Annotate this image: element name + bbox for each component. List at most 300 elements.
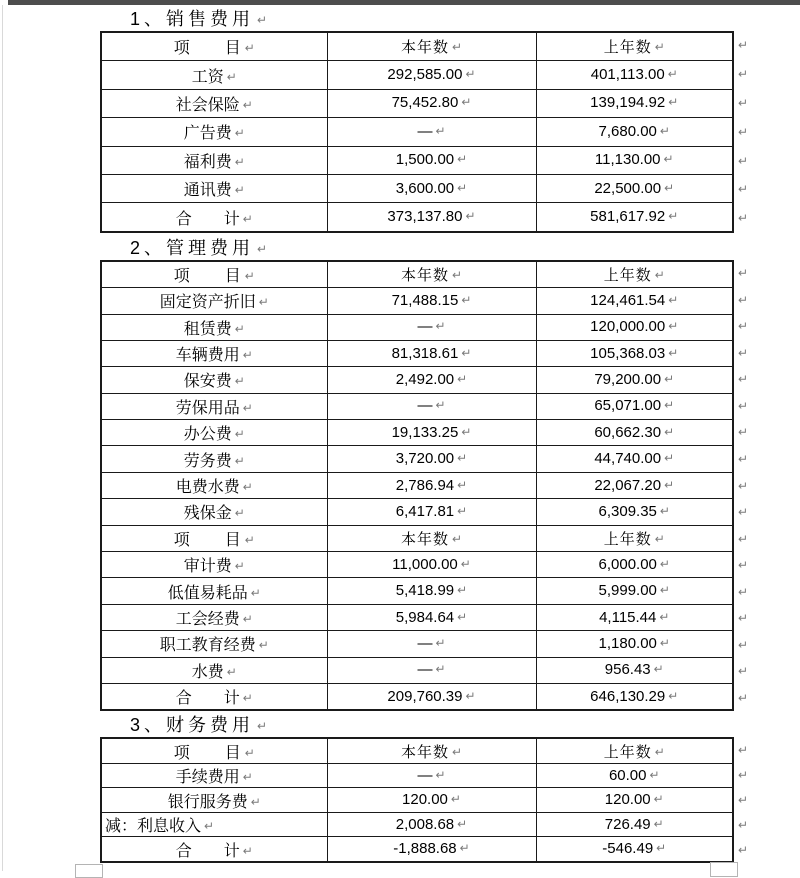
paragraph-mark-icon: ↵ <box>664 180 675 195</box>
end-of-row-marks-column <box>732 737 752 863</box>
cell-text: 646,130.29 <box>590 687 666 705</box>
cell-text: 本年数 <box>400 530 449 548</box>
table-row <box>101 763 733 788</box>
table-cell[interactable] <box>101 631 327 657</box>
table-cell[interactable] <box>327 604 536 630</box>
table-cell[interactable] <box>536 89 733 117</box>
table-cell[interactable] <box>101 552 327 578</box>
section-title[interactable]: 3、财务费用 <box>130 715 255 736</box>
table-row <box>101 499 733 525</box>
end-of-row-mark-icon: ↵ <box>738 505 749 520</box>
table-cell[interactable] <box>101 89 327 117</box>
cell-text: 车辆费用 <box>175 347 240 365</box>
table-cell[interactable] <box>327 837 536 862</box>
table-cell[interactable] <box>536 393 733 419</box>
table-row <box>101 552 733 578</box>
section-title[interactable]: 1、销售费用 <box>130 9 255 29</box>
end-of-row-mark-icon: ↵ <box>738 319 749 334</box>
table-cell[interactable] <box>101 314 327 340</box>
end-of-row-mark-icon: ↵ <box>738 124 749 139</box>
cell-text: 120,000.00 <box>590 318 666 336</box>
cell-text: 79,200.00 <box>594 370 662 388</box>
end-of-row-mark-icon: ↵ <box>738 372 749 387</box>
table-cell[interactable] <box>327 89 536 117</box>
table-cell[interactable] <box>327 657 536 683</box>
end-of-row-mark-icon: ↵ <box>738 531 749 546</box>
table-row <box>101 446 733 472</box>
table-cell[interactable] <box>101 367 327 393</box>
table-cell[interactable] <box>327 146 536 174</box>
cell-text: 11,130.00 <box>594 151 661 169</box>
cell-text: 22,067.20 <box>594 476 662 494</box>
cell-text: — <box>417 122 433 140</box>
table-row <box>101 118 733 146</box>
sales-expenses-table <box>100 31 734 233</box>
cell-text: 上年数 <box>603 743 652 761</box>
paragraph-mark-icon: ↵ <box>234 453 245 468</box>
column-header-cell[interactable] <box>101 261 327 288</box>
paragraph-mark-icon: ↵ <box>457 451 468 466</box>
table-cell[interactable] <box>327 631 536 657</box>
section-heading-line <box>130 7 732 31</box>
paragraph-mark-icon: ↵ <box>435 398 446 413</box>
table-cell[interactable] <box>536 340 733 366</box>
table-cell[interactable] <box>327 420 536 446</box>
paragraph-mark-icon: ↵ <box>234 126 245 141</box>
cell-text: 3,720.00 <box>395 450 455 468</box>
paragraph-mark-icon: ↵ <box>653 662 664 677</box>
end-of-row-mark-icon: ↵ <box>738 691 749 706</box>
paragraph-mark-icon: ↵ <box>649 767 660 782</box>
table-cell[interactable] <box>101 118 327 146</box>
cell-text: 3,600.00 <box>395 179 455 197</box>
table-cell[interactable] <box>536 763 733 788</box>
table-cell[interactable] <box>536 203 733 232</box>
cell-text: 上年数 <box>603 39 652 57</box>
end-of-row-mark-icon: ↵ <box>738 637 749 652</box>
cell-text: 工会经费 <box>175 611 240 628</box>
table-cell[interactable] <box>536 499 733 525</box>
table-cell[interactable] <box>101 837 327 862</box>
column-header-cell[interactable] <box>327 261 536 288</box>
end-of-row-mark-icon: ↵ <box>738 793 749 808</box>
table-row <box>101 420 733 446</box>
paragraph-mark-icon: ↵ <box>664 398 675 413</box>
table-cell[interactable] <box>101 683 327 710</box>
paragraph-mark-icon: ↵ <box>435 635 446 650</box>
paragraph-mark-icon: ↵ <box>668 345 679 360</box>
end-of-row-mark-icon: ↵ <box>738 742 749 757</box>
table-cell[interactable] <box>327 812 536 837</box>
cell-text: 11,000.00 <box>392 555 458 573</box>
column-header-cell[interactable] <box>536 738 733 763</box>
end-of-row-mark-icon: ↵ <box>738 211 749 226</box>
table-cell[interactable] <box>101 446 327 472</box>
cell-text: 项 目 <box>173 40 242 58</box>
cell-text: 办公费 <box>183 426 232 444</box>
cell-text: 5,418.99 <box>395 582 455 600</box>
table-cell[interactable] <box>536 420 733 446</box>
table-cell[interactable] <box>327 763 536 788</box>
table-cell[interactable] <box>536 288 733 314</box>
table-row <box>101 393 733 419</box>
table-cell[interactable] <box>101 146 327 174</box>
table-row <box>101 367 733 393</box>
paragraph-mark-icon: ↵ <box>244 41 255 56</box>
paragraph-mark-icon: ↵ <box>435 319 446 334</box>
column-header-cell[interactable] <box>101 738 327 763</box>
table-cell[interactable] <box>327 683 536 710</box>
table-row <box>101 812 733 837</box>
table-cell[interactable] <box>536 174 733 202</box>
table-cell[interactable] <box>327 203 536 232</box>
paragraph-mark-icon: ↵ <box>242 480 253 495</box>
table-wrapper <box>100 260 749 712</box>
paragraph-mark-icon: ↵ <box>435 767 446 782</box>
cell-text: 5,984.64 <box>395 608 455 626</box>
cell-text: 保安费 <box>183 373 232 391</box>
paragraph-mark-icon: ↵ <box>465 688 476 703</box>
end-of-row-mark-icon: ↵ <box>738 584 749 599</box>
cell-text: — <box>417 634 433 652</box>
table-cell[interactable] <box>536 837 733 862</box>
table-cell[interactable] <box>101 203 327 232</box>
table-cell[interactable] <box>327 367 536 393</box>
paragraph-mark-icon: ↵ <box>451 267 463 282</box>
cell-text: 105,368.03 <box>590 344 666 362</box>
section-management-expenses <box>100 236 749 712</box>
table-cell[interactable] <box>536 118 733 146</box>
paragraph-mark-icon: ↵ <box>435 123 446 138</box>
paragraph-mark-icon: ↵ <box>244 745 255 760</box>
cell-text: 社会保险 <box>175 96 240 114</box>
table-cell[interactable] <box>327 118 536 146</box>
table-cell[interactable] <box>536 552 733 578</box>
table-cell[interactable] <box>101 604 327 630</box>
section-sales-expenses <box>100 7 749 233</box>
column-header-cell[interactable] <box>327 32 536 61</box>
table-cell[interactable] <box>101 763 327 788</box>
cell-text: 上年数 <box>603 266 652 284</box>
paragraph-mark-icon: ↵ <box>242 612 253 626</box>
cell-text: 劳保用品 <box>175 399 240 417</box>
table-row <box>101 657 733 683</box>
end-of-row-mark-icon: ↵ <box>738 398 749 413</box>
cell-text: 120.00 <box>604 791 651 809</box>
paragraph-mark-icon: ↵ <box>451 531 463 546</box>
table-cell[interactable] <box>536 61 733 89</box>
table-total-row <box>101 203 733 232</box>
end-of-row-mark-icon: ↵ <box>738 611 749 626</box>
cell-text: 22,500.00 <box>594 179 662 197</box>
cell-text: 低值易耗品 <box>167 584 248 602</box>
table-wrapper <box>100 737 749 863</box>
paragraph-mark-icon: ↵ <box>653 792 664 807</box>
table-cell[interactable] <box>101 788 327 813</box>
paragraph-mark-icon: ↵ <box>242 843 253 858</box>
paragraph-mark-icon: ↵ <box>226 664 237 679</box>
paragraph-mark-icon: ↵ <box>242 770 253 785</box>
paragraph-mark-icon: ↵ <box>258 638 269 653</box>
table-cell[interactable] <box>327 552 536 578</box>
column-header-cell[interactable] <box>536 525 733 551</box>
document-page <box>100 7 749 863</box>
end-of-row-mark-icon: ↵ <box>738 38 749 53</box>
table-row <box>101 604 733 630</box>
table-cell[interactable] <box>327 499 536 525</box>
column-header-cell[interactable] <box>101 525 327 551</box>
paragraph-mark-icon: ↵ <box>450 792 461 807</box>
paragraph-mark-icon: ↵ <box>258 295 269 310</box>
table-row <box>101 340 733 366</box>
paragraph-mark-icon: ↵ <box>659 123 670 138</box>
cell-text: 124,461.54 <box>590 291 666 309</box>
table-cell[interactable] <box>536 683 733 710</box>
paragraph-mark-icon: ↵ <box>250 585 261 600</box>
cell-text: 65,071.00 <box>594 397 662 415</box>
cell-text: 本年数 <box>400 266 449 284</box>
table-header-row <box>101 525 733 551</box>
management-expenses-table <box>100 260 734 712</box>
column-header-cell[interactable] <box>101 32 327 61</box>
table-row <box>101 788 733 813</box>
table-row <box>101 89 733 117</box>
paragraph-mark-icon: ↵ <box>234 321 245 336</box>
paragraph-mark-icon: ↵ <box>457 180 468 195</box>
table-cell[interactable] <box>101 578 327 604</box>
paragraph-mark-icon: ↵ <box>457 152 468 167</box>
table-cell[interactable] <box>327 174 536 202</box>
paragraph-mark-icon: ↵ <box>461 292 472 307</box>
paragraph-mark-icon: ↵ <box>242 211 253 226</box>
end-of-row-mark-icon: ↵ <box>738 266 749 281</box>
cell-text: 上年数 <box>603 530 652 548</box>
table-cell[interactable] <box>327 288 536 314</box>
cell-text: -1,888.68 <box>393 840 457 858</box>
end-of-row-mark-icon: ↵ <box>738 96 749 111</box>
cell-text: 合 计 <box>175 842 240 860</box>
table-row <box>101 146 733 174</box>
page-left-boundary <box>2 5 3 871</box>
section-heading-line <box>130 713 732 737</box>
table-cell[interactable] <box>536 446 733 472</box>
paragraph-mark-icon: ↵ <box>460 556 471 571</box>
table-cell[interactable] <box>327 788 536 813</box>
table-row <box>101 631 733 657</box>
column-header-cell[interactable] <box>536 32 733 61</box>
cell-text: 71,488.15 <box>391 291 459 309</box>
paragraph-mark-icon: ↵ <box>250 794 261 809</box>
table-cell[interactable] <box>327 578 536 604</box>
table-cell[interactable] <box>327 393 536 419</box>
paragraph-mark-icon: ↵ <box>457 816 468 831</box>
cell-text: -546.49 <box>602 840 654 858</box>
table-cell[interactable] <box>536 631 733 657</box>
cell-text: 956.43 <box>604 661 651 679</box>
cell-text: 减：利息收入 <box>105 818 202 836</box>
table-cell[interactable] <box>101 288 327 314</box>
end-of-row-mark-icon: ↵ <box>738 558 749 573</box>
table-header-row <box>101 738 733 763</box>
paragraph-mark-icon: ↵ <box>234 427 245 442</box>
table-cell[interactable] <box>101 812 327 837</box>
table-cell[interactable] <box>327 446 536 472</box>
paragraph-mark-icon: ↵ <box>461 424 472 439</box>
table-cell[interactable] <box>327 340 536 366</box>
end-of-row-mark-icon: ↵ <box>738 153 749 168</box>
cell-text: 固定资产折旧 <box>159 294 256 312</box>
paragraph-mark-icon: ↵ <box>659 556 670 571</box>
end-of-row-mark-icon: ↵ <box>738 182 749 197</box>
column-header-cell[interactable] <box>536 261 733 288</box>
cell-text: 209,760.39 <box>387 687 463 705</box>
column-header-cell[interactable] <box>327 738 536 763</box>
table-cell[interactable] <box>101 340 327 366</box>
paragraph-mark-icon: ↵ <box>659 635 670 650</box>
cell-text: 工资 <box>191 68 224 86</box>
paragraph-mark-icon: ↵ <box>664 451 675 466</box>
end-of-row-mark-icon: ↵ <box>738 67 749 82</box>
table-cell[interactable] <box>101 499 327 525</box>
paragraph-mark-icon: ↵ <box>668 319 679 334</box>
table-cell[interactable] <box>101 472 327 498</box>
paragraph-mark-icon: ↵ <box>668 95 679 110</box>
table-total-row <box>101 683 733 710</box>
paragraph-mark-icon: ↵ <box>667 67 678 82</box>
section-heading-line <box>130 236 732 260</box>
cell-text: 6,000.00 <box>598 555 657 573</box>
paragraph-mark-icon: ↵ <box>457 477 468 492</box>
table-cell[interactable] <box>327 314 536 340</box>
cell-text: 手续费用 <box>175 769 240 787</box>
cell-text: 60,662.30 <box>594 423 662 441</box>
paragraph-mark-icon: ↵ <box>242 97 253 112</box>
paragraph-mark-icon: ↵ <box>659 503 670 518</box>
table-cell[interactable] <box>327 472 536 498</box>
table-row <box>101 472 733 498</box>
cell-text: 项 目 <box>173 531 242 549</box>
paragraph-mark-icon: ↵ <box>465 67 476 82</box>
paragraph-mark-icon: ↵ <box>668 292 679 307</box>
table-wrapper <box>100 31 749 233</box>
paragraph-mark-icon: ↵ <box>451 744 463 759</box>
cell-text: 292,585.00 <box>387 66 463 84</box>
table-cell[interactable] <box>327 61 536 89</box>
paragraph-mark-icon: ↵ <box>234 374 245 389</box>
paragraph-mark-icon: ↵ <box>257 241 268 256</box>
table-row <box>101 61 733 89</box>
end-of-row-mark-icon: ↵ <box>738 425 749 440</box>
cell-text: 广告费 <box>183 125 232 143</box>
table-cell[interactable] <box>101 657 327 683</box>
cell-text: 水费 <box>191 663 224 681</box>
table-cell[interactable] <box>536 657 733 683</box>
paragraph-mark-icon: ↵ <box>656 841 667 856</box>
paragraph-mark-icon: ↵ <box>461 345 472 360</box>
table-cell[interactable] <box>536 578 733 604</box>
cell-text: 5,999.00 <box>598 582 657 600</box>
cell-text: 租赁费 <box>183 320 232 338</box>
cell-text: 2,492.00 <box>395 370 455 388</box>
paragraph-mark-icon: ↵ <box>242 348 253 363</box>
end-of-row-mark-icon: ↵ <box>738 664 749 679</box>
table-total-row <box>101 837 733 862</box>
cell-text: 2,786.94 <box>395 476 455 494</box>
table-row <box>101 314 733 340</box>
cell-text: 44,740.00 <box>594 450 662 468</box>
table-cell[interactable] <box>101 420 327 446</box>
table-cell[interactable] <box>536 788 733 813</box>
end-of-row-marks-column <box>732 31 752 233</box>
table-cell[interactable] <box>101 61 327 89</box>
paragraph-mark-icon: ↵ <box>204 819 215 834</box>
column-header-cell[interactable] <box>327 525 536 551</box>
cell-text: — <box>417 661 433 679</box>
cell-text: 726.49 <box>604 815 651 833</box>
table-cell[interactable] <box>101 174 327 202</box>
cell-text: 项 目 <box>173 267 242 285</box>
table-cell[interactable] <box>536 472 733 498</box>
table-cell[interactable] <box>536 314 733 340</box>
paragraph-mark-icon: ↵ <box>244 268 255 283</box>
paragraph-mark-icon: ↵ <box>659 583 670 598</box>
cell-text: 120.00 <box>402 791 448 809</box>
table-cell[interactable] <box>536 604 733 630</box>
cell-text: 劳务费 <box>183 452 232 470</box>
table-header-row <box>101 261 733 288</box>
paragraph-mark-icon: ↵ <box>459 841 470 856</box>
cell-text: — <box>417 397 433 415</box>
paragraph-mark-icon: ↵ <box>234 183 245 198</box>
paragraph-mark-icon: ↵ <box>663 152 674 167</box>
paragraph-mark-icon: ↵ <box>457 371 468 386</box>
paragraph-mark-icon: ↵ <box>457 583 468 598</box>
cell-text: 本年数 <box>400 743 449 761</box>
paragraph-mark-icon: ↵ <box>664 477 675 492</box>
table-cell[interactable] <box>101 393 327 419</box>
paragraph-mark-icon: ↵ <box>242 400 253 415</box>
paragraph-mark-icon: ↵ <box>257 13 268 27</box>
paragraph-mark-icon: ↵ <box>654 531 665 546</box>
paragraph-mark-icon: ↵ <box>457 503 468 518</box>
table-cell[interactable] <box>536 146 733 174</box>
paragraph-mark-icon: ↵ <box>653 816 664 831</box>
cell-text: 通讯费 <box>183 182 232 200</box>
end-of-row-marks-column <box>732 260 752 712</box>
paragraph-mark-icon: ↵ <box>257 719 268 734</box>
table-cell[interactable] <box>536 367 733 393</box>
cell-text: 残保金 <box>183 505 232 523</box>
paragraph-mark-icon: ↵ <box>244 532 255 547</box>
cell-text: — <box>417 766 433 784</box>
cell-text: 75,452.80 <box>391 94 459 112</box>
paragraph-mark-icon: ↵ <box>654 744 665 759</box>
cell-text: 1,180.00 <box>598 634 657 652</box>
cell-text: 401,113.00 <box>590 66 665 84</box>
table-cell[interactable] <box>536 812 733 837</box>
section-title[interactable]: 2、管理费用 <box>130 237 255 258</box>
end-of-row-mark-icon: ↵ <box>738 292 749 307</box>
paragraph-mark-icon: ↵ <box>465 209 476 224</box>
end-of-row-mark-icon: ↵ <box>738 843 749 858</box>
cell-text: 项 目 <box>173 744 242 762</box>
paragraph-mark-icon: ↵ <box>664 371 675 386</box>
paragraph-mark-icon: ↵ <box>668 688 679 703</box>
paragraph-mark-icon: ↵ <box>654 267 665 282</box>
window-top-edge <box>8 0 800 5</box>
cell-text: 60.00 <box>608 766 647 784</box>
cell-text: 6,309.35 <box>598 502 657 520</box>
